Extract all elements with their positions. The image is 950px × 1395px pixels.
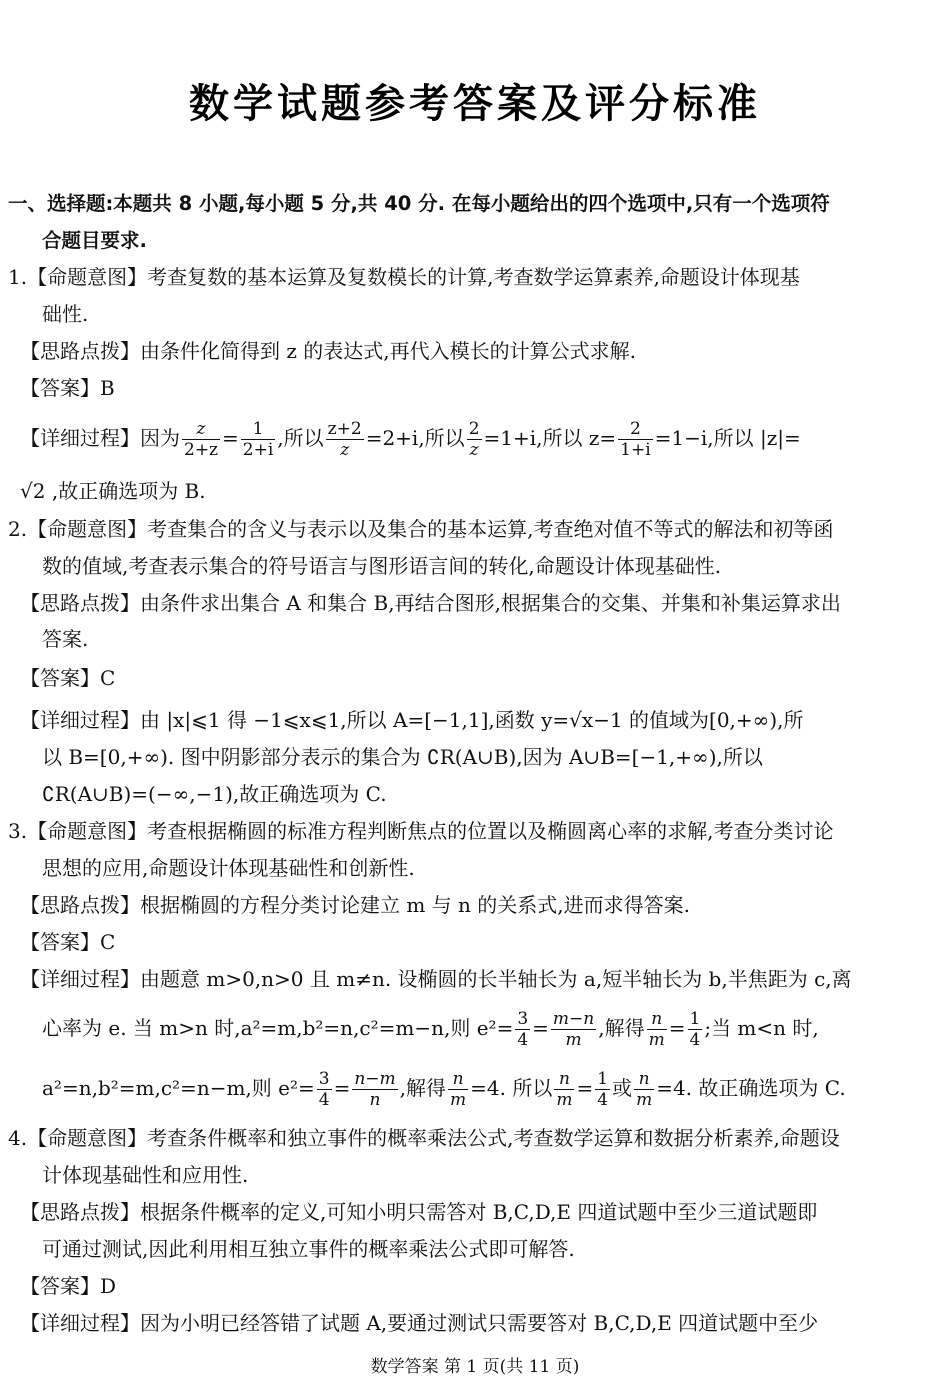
q1-fraction-5: $\frac{2}{1+i}$ [620,419,651,460]
q3-intent-line1: 3.【命题意图】考查根据椭圆的标准方程判断焦点的位置以及椭圆离心率的求解,考查分类讨论 [8,819,834,843]
page-title: 数学试题参考答案及评分标准 [189,81,761,127]
q3-fraction-b: $\frac{m-n}{m}$ [552,1009,595,1050]
q2-answer: 【答案】C [20,666,116,690]
q2-detail-line2: 以 B=[0,+∞). 图中阴影部分表示的集合为 ∁R(A∪B),因为 A∪B=[−1,+∞),所以 [42,745,763,769]
q2-detail-line3: ∁R(A∪B)=(−∞,−1),故正确选项为 C. [42,782,387,806]
q3-fraction-j: $\frac{n}{m}$ [636,1069,653,1110]
q3-intent-line2: 思想的应用,命题设计体现基础性和创新性. [42,856,415,880]
q3-fraction-e: $\frac{3}{4}$ [318,1069,330,1110]
section-heading-line1: 一、选择题:本题共 8 小题,每小题 5 分,共 40 分. 在每小题给出的四个选项中,只有一个选项符 [8,192,830,215]
q2-intent-line2: 数的值域,考查表示集合的符号语言与图形语言间的转化,命题设计体现基础性. [42,554,722,578]
q3-fraction-d: $\frac{1}{4}$ [689,1009,701,1050]
q1-fraction-4: $\frac{2}{z}$ [468,419,480,460]
q4-answer: 【答案】D [20,1274,117,1298]
q4-hint-line1: 【思路点拨】根据条件概率的定义,可知小明只需答对 B,C,D,E 四道试题中至少三道试题即 [20,1200,818,1224]
q2-intent-line1: 2.【命题意图】考查集合的含义与表示以及集合的基本运算,考查绝对值不等式的解法和初等函 [8,517,834,541]
q4-detail-line1: 【详细过程】因为小明已经答错了试题 A,要通过测试只需要答对 B,C,D,E 四道试题中至少 [20,1311,819,1335]
q3-fraction-i: $\frac{1}{4}$ [597,1069,609,1110]
q3-detail-line1: 【详细过程】由题意 m>0,n>0 且 m≠n. 设椭圆的长半轴长为 a,短半轴长为 b,半焦距为 c,离 [20,967,852,991]
q1-fraction-3: $\frac{z+2}{z}$ [327,419,362,460]
q1-hint: 【思路点拨】由条件化简得到 z 的表达式,再代入模长的计算公式求解. [20,339,636,363]
q3-fraction-c: $\frac{n}{m}$ [648,1009,665,1050]
q1-answer: 【答案】B [20,376,115,400]
q3-detail-line3: a²=n,b²=m,c²=n−m,则 e²= $\frac{3}{4}$ = $\frac{n-m}{n}$ ,解得 $\frac{n}{m}$ =4. 所以 $\frac{n}{m}$ = $\frac{1}{4}$ 或 $\frac{n}{m}$ =4. 故正确选项为 C. [42,1069,846,1110]
q1-fraction-1: $\frac{z}{2+z}$ [184,419,219,460]
q4-hint-line2: 可通过测试,因此利用相互独立事件的概率乘法公式即可解答. [42,1237,575,1261]
q2-detail-line1: 【详细过程】由 |x|⩽1 得 −1⩽x⩽1,所以 A=[−1,1],函数 y=√x−1 的值域为[0,+∞),所 [20,708,804,732]
q1-intent-line1: 1.【命题意图】考查复数的基本运算及复数模长的计算,考查数学运算素养,命题设计体现基 [8,265,800,289]
q1-detail-prefix: 【详细过程】因为 [20,426,180,450]
q1-detail-line2 [20,479,206,503]
q3-fraction-g: $\frac{n}{m}$ [450,1069,467,1110]
q1-intent-line2: 础性. [42,302,89,326]
q2-hint-line2: 答案. [42,627,89,651]
q3-detail-line2: 心率为 e. 当 m>n 时,a²=m,b²=n,c²=m−n,则 e²= $\frac{3}{4}$ = $\frac{m-n}{m}$ ,解得 $\frac{n}{m}$ = $\frac{1}{4}$ ;当 m<n 时, [42,1009,819,1050]
q4-intent-line1: 4.【命题意图】考查条件概率和独立事件的概率乘法公式,考查数学运算和数据分析素养,命题设 [8,1126,840,1150]
q1-fraction-2: $\frac{1}{2+i}$ [242,419,274,460]
section-heading-line2: 合题目要求. [42,229,147,252]
sqrt-sign-icon: √ [20,479,33,503]
q1-detail-line1: 【详细过程】因为 $\frac{z}{2+z}$ = $\frac{1}{2+i}$ ,所以 $\frac{z+2}{z}$ =2+i,所以 $\frac{2}{z}$ =1+i,所以 z= $\frac{2}{1+i}$ =1−i,所以 |z|= [20,419,801,460]
q2-hint-line1: 【思路点拨】由条件求出集合 A 和集合 B,再结合图形,根据集合的交集、并集和补集运算求出 [20,591,841,615]
q3-hint: 【思路点拨】根据椭圆的方程分类讨论建立 m 与 n 的关系式,进而求得答案. [20,893,690,917]
q3-fraction-f: $\frac{n-m}{n}$ [354,1069,396,1110]
q3-answer: 【答案】C [20,930,116,954]
page-footer: 数学答案 第 1 页(共 11 页) [370,1357,580,1377]
q3-fraction-h: $\frac{n}{m}$ [556,1069,573,1110]
q3-fraction-a: $\frac{3}{4}$ [517,1009,529,1050]
q4-intent-line2: 计体现基础性和应用性. [42,1163,249,1187]
q1-detail-line2-text: 2 ,故正确选项为 B. [32,479,206,503]
